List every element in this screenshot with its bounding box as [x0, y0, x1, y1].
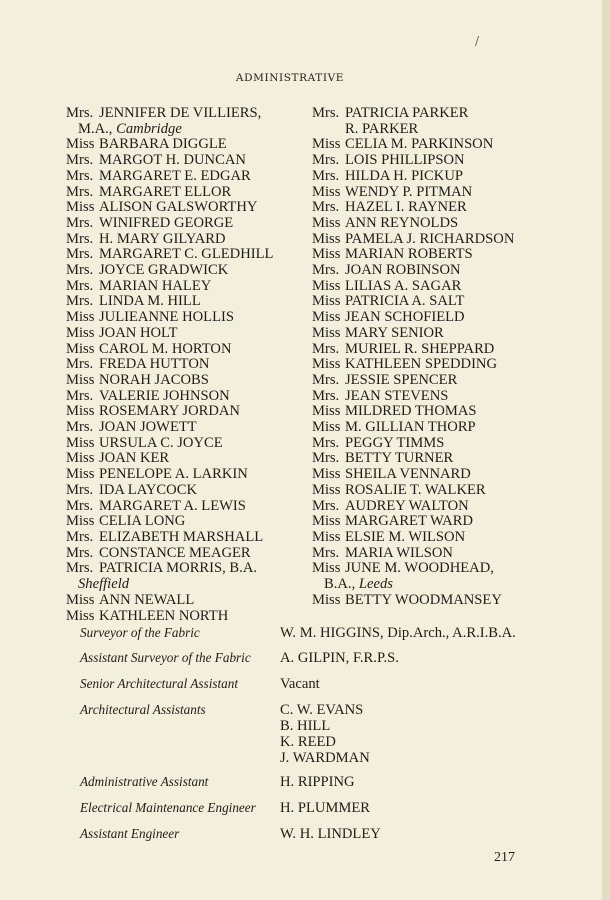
- staff-names: [280, 650, 580, 666]
- name-entry: [66, 483, 286, 499]
- left-name-column: [66, 106, 286, 624]
- person-name: LILIAS A. SAGAR: [345, 277, 462, 294]
- person-name: MARIAN HALEY: [99, 277, 212, 294]
- name-continuation: [66, 577, 286, 593]
- name-entry: [66, 185, 286, 201]
- honorific: Mrs.: [66, 544, 94, 561]
- name-entry: [312, 499, 532, 515]
- staff-role: Administrative Assistant: [80, 774, 209, 789]
- name-entry: [66, 294, 286, 310]
- honorific: Mrs.: [66, 497, 94, 514]
- institution: Cambridge: [116, 120, 182, 137]
- honorific: Miss: [66, 513, 95, 530]
- person-name: WENDY P. PITMAN: [345, 183, 473, 200]
- honorific: Miss: [66, 371, 95, 388]
- name-entry: [312, 153, 532, 169]
- honorific: Miss: [312, 466, 341, 483]
- name-entry: [312, 247, 532, 263]
- person-name: PATRICIA A. SALT: [345, 293, 465, 310]
- name-entry: [66, 546, 286, 562]
- person-name: HAZEL I. RAYNER: [345, 199, 467, 216]
- honorific: Miss: [312, 419, 341, 436]
- person-name: MARIAN ROBERTS: [345, 246, 473, 263]
- name-entry: [66, 593, 286, 609]
- honorific: Miss: [66, 309, 95, 326]
- name-entry: [66, 404, 286, 420]
- honorific: Mrs.: [66, 246, 94, 263]
- honorific: Miss: [312, 560, 341, 577]
- person-name: JESSIE SPENCER: [345, 371, 458, 388]
- name-entry: [66, 153, 286, 169]
- staff-name: B. HILL: [280, 718, 331, 734]
- staff-names: [280, 625, 580, 641]
- honorific: Miss: [312, 277, 341, 294]
- page-number: 217: [494, 850, 515, 865]
- honorific: Miss: [312, 528, 341, 545]
- name-entry: [66, 389, 286, 405]
- honorific: Mrs.: [66, 528, 94, 545]
- person-name: JOAN KER: [99, 450, 170, 467]
- person-name: HILDA H. PICKUP: [345, 167, 463, 184]
- person-name: MURIEL R. SHEPPARD: [345, 340, 495, 357]
- name-entry: [312, 420, 532, 436]
- honorific: Mrs.: [66, 262, 94, 279]
- name-entry: [66, 499, 286, 515]
- name-entry: [66, 373, 286, 389]
- staff-name: W. H. LINDLEY: [280, 826, 381, 842]
- staff-names: [280, 702, 580, 766]
- person-name: BETTY WOODMANSEY: [345, 591, 502, 608]
- honorific: Mrs.: [312, 199, 340, 216]
- person-name: SHEILA VENNARD: [345, 466, 471, 483]
- name-entry: [66, 451, 286, 467]
- staff-role: Senior Architectural Assistant: [80, 676, 239, 691]
- name-entry: [312, 106, 532, 122]
- person-name: ROSALIE T. WALKER: [345, 481, 486, 498]
- staff-name: H. RIPPING: [280, 774, 355, 790]
- person-name: LINDA M. HILL: [99, 293, 201, 310]
- honorific: Mrs.: [66, 105, 94, 121]
- person-name: URSULA C. JOYCE: [99, 434, 223, 451]
- staff-role: Electrical Maintenance Engineer: [80, 800, 256, 815]
- honorific: Mrs.: [66, 481, 94, 498]
- honorific: Mrs.: [66, 387, 94, 404]
- person-name: ELIZABETH MARSHALL: [99, 528, 264, 545]
- person-name: KATHLEEN SPEDDING: [345, 356, 498, 373]
- honorific: Mrs.: [66, 277, 94, 294]
- person-name: MARGARET A. LEWIS: [99, 497, 246, 514]
- honorific: Miss: [66, 591, 95, 608]
- honorific: Mrs.: [312, 167, 340, 184]
- pencil-mark: /: [475, 34, 480, 48]
- honorific: Mrs.: [312, 152, 340, 169]
- name-entry: [66, 342, 286, 358]
- person-name: PENELOPE A. LARKIN: [99, 466, 248, 483]
- honorific: Mrs.: [66, 560, 94, 577]
- person-name: JOAN HOLT: [99, 324, 178, 341]
- name-entry: [312, 404, 532, 420]
- honorific: Mrs.: [66, 214, 94, 231]
- person-name: JEAN SCHOFIELD: [345, 309, 465, 326]
- name-entry: [312, 169, 532, 185]
- person-name: M. GILLIAN THORP: [345, 419, 476, 436]
- person-name: CELIA LONG: [99, 513, 186, 530]
- name-entry: [312, 357, 532, 373]
- honorific: Mrs.: [66, 167, 94, 184]
- name-entry: [312, 373, 532, 389]
- staff-names: [280, 676, 580, 692]
- honorific: Miss: [312, 214, 341, 231]
- person-name: AUDREY WALTON: [345, 497, 469, 514]
- person-name: JOYCE GRADWICK: [99, 262, 229, 279]
- name-entry: [312, 137, 532, 153]
- degree: B.A.,: [324, 576, 356, 593]
- name-entry: [312, 279, 532, 295]
- name-entry: [66, 357, 286, 373]
- name-continuation: [66, 122, 286, 138]
- honorific: Mrs.: [66, 293, 94, 310]
- staff-names: [280, 800, 580, 816]
- honorific: Mrs.: [66, 356, 94, 373]
- person-name: JENNIFER DE VILLIERS,: [99, 105, 262, 121]
- person-name: KATHLEEN NORTH: [99, 607, 229, 624]
- name-entry: [312, 593, 532, 609]
- honorific: Miss: [66, 199, 95, 216]
- name-entry: [66, 609, 286, 625]
- person-name: ALISON GALSWORTHY: [99, 199, 258, 216]
- person-name: JUNE M. WOODHEAD,: [345, 560, 494, 577]
- person-name: MARIA WILSON: [345, 544, 453, 561]
- name-entry: [312, 389, 532, 405]
- name-entry: [312, 561, 532, 577]
- honorific: Miss: [66, 324, 95, 341]
- staff-role: Architectural Assistants: [80, 702, 206, 717]
- person-name: CONSTANCE MEAGER: [99, 544, 251, 561]
- name-entry: [66, 247, 286, 263]
- name-entry: [312, 342, 532, 358]
- staff-name: C. W. EVANS: [280, 702, 364, 718]
- name-entry: [312, 200, 532, 216]
- name-entry: [66, 169, 286, 185]
- honorific: Miss: [312, 481, 341, 498]
- person-name: PATRICIA MORRIS, B.A.: [99, 560, 258, 577]
- right-name-column: [312, 106, 532, 609]
- honorific: Miss: [312, 356, 341, 373]
- honorific: Miss: [312, 324, 341, 341]
- honorific: Mrs.: [312, 340, 340, 357]
- person-name: ROSEMARY JORDAN: [99, 403, 240, 420]
- honorific: Mrs.: [66, 152, 94, 169]
- staff-name: K. REED: [280, 734, 336, 750]
- staff-name: A. GILPIN, F.R.P.S.: [280, 650, 399, 666]
- staff-role: Assistant Engineer: [80, 826, 180, 841]
- staff-names: [280, 826, 580, 842]
- name-entry: [312, 326, 532, 342]
- name-entry: [66, 514, 286, 530]
- person-name: R. PARKER: [345, 120, 419, 137]
- staff-names: [280, 774, 580, 790]
- honorific: Miss: [66, 136, 95, 153]
- honorific: Mrs.: [312, 105, 340, 121]
- honorific: Miss: [312, 246, 341, 263]
- person-name: MARGARET ELLOR: [99, 183, 232, 200]
- honorific: Mrs.: [312, 497, 340, 514]
- honorific: Miss: [66, 434, 95, 451]
- name-entry: [66, 200, 286, 216]
- honorific: Mrs.: [66, 419, 94, 436]
- name-entry: [66, 106, 286, 122]
- institution: Leeds: [358, 576, 393, 593]
- person-name: CELIA M. PARKINSON: [345, 136, 494, 153]
- name-entry: [66, 530, 286, 546]
- name-continuation: [312, 577, 532, 593]
- honorific: Miss: [312, 309, 341, 326]
- person-name: CAROL M. HORTON: [99, 340, 232, 357]
- person-name: ELSIE M. WILSON: [345, 528, 466, 545]
- honorific: Miss: [312, 293, 341, 310]
- person-name: JOAN JOWETT: [99, 419, 197, 436]
- name-entry: [66, 467, 286, 483]
- person-name: FREDA HUTTON: [99, 356, 210, 373]
- person-name: MARGOT H. DUNCAN: [99, 152, 246, 169]
- name-entry: [66, 561, 286, 577]
- honorific: Mrs.: [312, 387, 340, 404]
- honorific: Miss: [66, 466, 95, 483]
- name-entry: [66, 232, 286, 248]
- person-name: MARY SENIOR: [345, 324, 444, 341]
- name-entry: [312, 546, 532, 562]
- person-name: JULIEANNE HOLLIS: [99, 309, 234, 326]
- honorific: Miss: [312, 513, 341, 530]
- staff-name: J. WARDMAN: [280, 750, 370, 766]
- person-name: VALERIE JOHNSON: [99, 387, 230, 404]
- name-entry: [66, 216, 286, 232]
- honorific: Miss: [66, 340, 95, 357]
- honorific: Mrs.: [312, 434, 340, 451]
- name-entry: [312, 310, 532, 326]
- person-name: ANN REYNOLDS: [345, 214, 459, 231]
- person-name: MILDRED THOMAS: [345, 403, 477, 420]
- staff-name: W. M. HIGGINS, Dip.Arch., A.R.I.B.A.: [280, 625, 516, 641]
- staff-name: Vacant: [280, 676, 320, 692]
- person-name: MARGARET E. EDGAR: [99, 167, 251, 184]
- person-name: LOIS PHILLIPSON: [345, 152, 465, 169]
- honorific: Mrs.: [312, 544, 340, 561]
- name-entry: [66, 279, 286, 295]
- honorific: Miss: [312, 591, 341, 608]
- person-name: WINIFRED GEORGE: [99, 214, 234, 231]
- person-name: IDA LAYCOCK: [99, 481, 197, 498]
- person-name: BETTY TURNER: [345, 450, 454, 467]
- person-name: JEAN STEVENS: [345, 387, 449, 404]
- page-edge: [602, 0, 610, 900]
- name-entry: [312, 122, 532, 138]
- person-name: MARGARET WARD: [345, 513, 473, 530]
- honorific: Miss: [312, 136, 341, 153]
- person-name: NORAH JACOBS: [99, 371, 209, 388]
- honorific: Miss: [312, 230, 341, 247]
- person-name: JOAN ROBINSON: [345, 262, 461, 279]
- honorific: Miss: [66, 403, 95, 420]
- institution: Sheffield: [78, 576, 130, 593]
- section-heading: ADMINISTRATIVE: [235, 72, 345, 84]
- name-entry: [312, 294, 532, 310]
- staff-role: Surveyor of the Fabric: [80, 625, 200, 640]
- honorific: Miss: [66, 607, 95, 624]
- name-entry: [312, 232, 532, 248]
- honorific: Mrs.: [66, 230, 94, 247]
- honorific: Miss: [312, 403, 341, 420]
- name-entry: [66, 263, 286, 279]
- honorific: Mrs.: [312, 262, 340, 279]
- name-entry: [66, 436, 286, 452]
- person-name: H. MARY GILYARD: [99, 230, 226, 247]
- staff-role: Assistant Surveyor of the Fabric: [80, 650, 251, 665]
- degree: M.A.,: [78, 120, 113, 137]
- person-name: BARBARA DIGGLE: [99, 136, 227, 153]
- honorific: Miss: [312, 183, 341, 200]
- name-entry: [66, 326, 286, 342]
- name-entry: [312, 263, 532, 279]
- person-name: PATRICIA PARKER: [345, 105, 469, 121]
- name-entry: [312, 216, 532, 232]
- name-entry: [312, 185, 532, 201]
- person-name: PAMELA J. RICHARDSON: [345, 230, 515, 247]
- person-name: MARGARET C. GLEDHILL: [99, 246, 274, 263]
- honorific: Mrs.: [66, 183, 94, 200]
- name-entry: [312, 483, 532, 499]
- name-entry: [312, 436, 532, 452]
- name-entry: [312, 530, 532, 546]
- name-entry: [312, 514, 532, 530]
- name-entry: [66, 310, 286, 326]
- honorific: Miss: [66, 450, 95, 467]
- staff-name: H. PLUMMER: [280, 800, 371, 816]
- person-name: PEGGY TIMMS: [345, 434, 445, 451]
- name-entry: [66, 137, 286, 153]
- person-name: ANN NEWALL: [99, 591, 195, 608]
- name-entry: [312, 467, 532, 483]
- honorific: Mrs.: [312, 371, 340, 388]
- name-entry: [312, 451, 532, 467]
- honorific: Mrs.: [312, 450, 340, 467]
- name-entry: [66, 420, 286, 436]
